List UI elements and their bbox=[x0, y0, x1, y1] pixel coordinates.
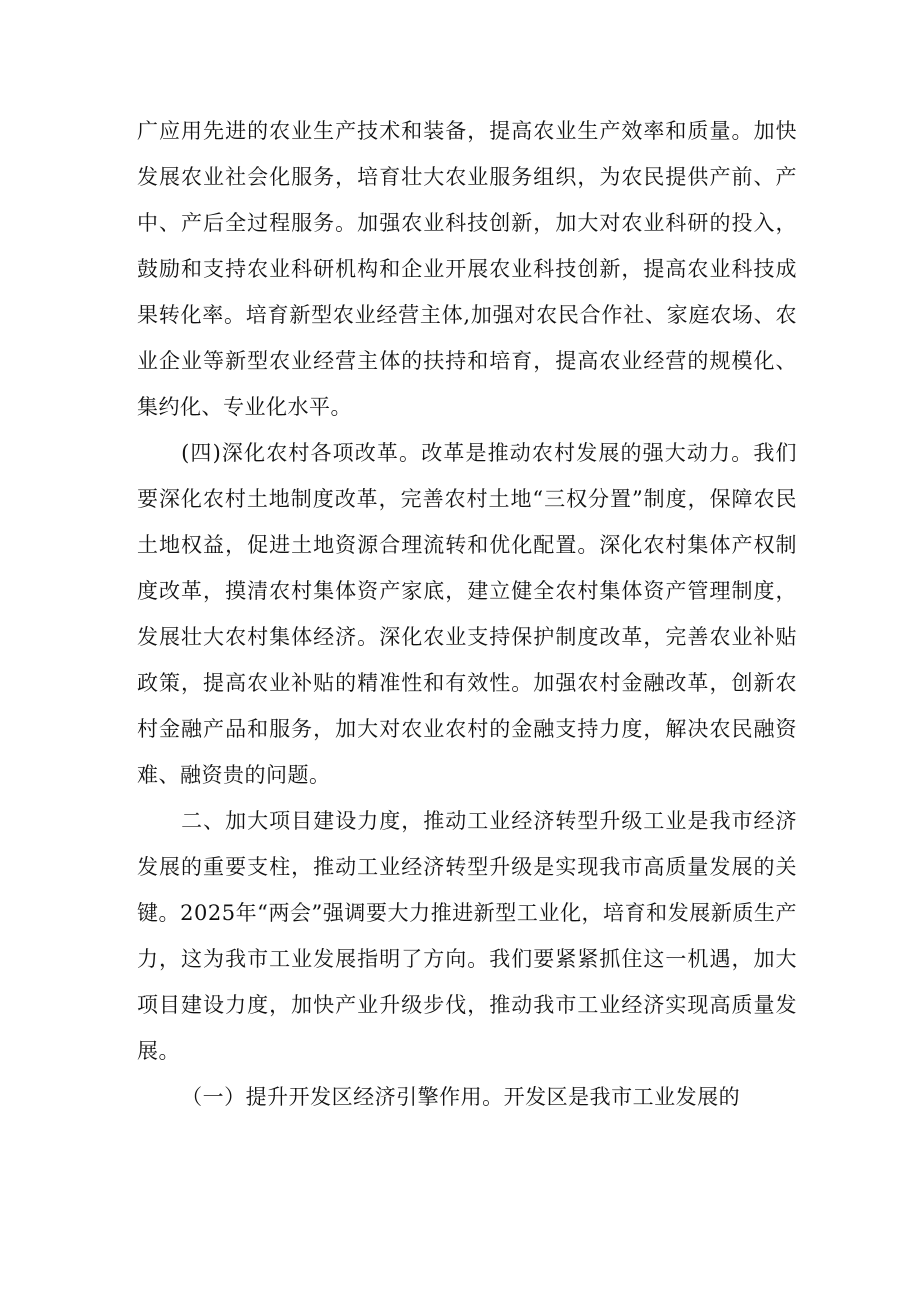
document-body bbox=[137, 108, 797, 1120]
paragraph-agriculture-tech: 广应用先进的农业生产技术和装备，提高农业生产效率和质量。加快发展农业社会化服务，培育壮大农业服务组织，为农民提供产前、产中、产后全过程服务。加强农业科技创新，加大对农业科研的投入，鼓励和支持农业科研机构和企业开展农业科技创新，提高农业科技成果转化率。培育新型农业经营主体,加强对农民合作社、家庭农场、农业企业等新型农业经营主体的扶持和培育，提高农业经营的规模化、集约化、专业化水平。 bbox=[137, 119, 797, 419]
paragraph-development-zone: （一）提升开发区经济引擎作用。开发区是我市工业发展的 bbox=[181, 1085, 741, 1109]
paragraph-industrial-upgrade: 二、加大项目建设力度，推动工业经济转型升级工业是我市经济发展的重要支柱，推动工业经济转型升级是实现我市高质量发展的关键。2025年“两会”强调要大力推进新型工业化，培育和发展新质生产力，这为我市工业发展指明了方向。我们要紧紧抓住这一机遇，加大项目建设力度，加快产业升级步伐，推动我市工业经济实现高质量发展。 bbox=[137, 809, 797, 1063]
paragraph-rural-reform: (四)深化农村各项改革。改革是推动农村发展的强大动力。我们要深化农村土地制度改革，完善农村土地“三权分置”制度，保障农民土地权益，促进土地资源合理流转和优化配置。深化农村集体产权制度改革，摸清农村集体资产家底，建立健全农村集体资产管理制度，发展壮大农村集体经济。深化农业支持保护制度改革，完善农业补贴政策，提高农业补贴的精准性和有效性。加强农村金融改革，创新农村金融产品和服务，加大对农业农村的金融支持力度，解决农民融资难、融资贵的问题。 bbox=[137, 441, 797, 787]
